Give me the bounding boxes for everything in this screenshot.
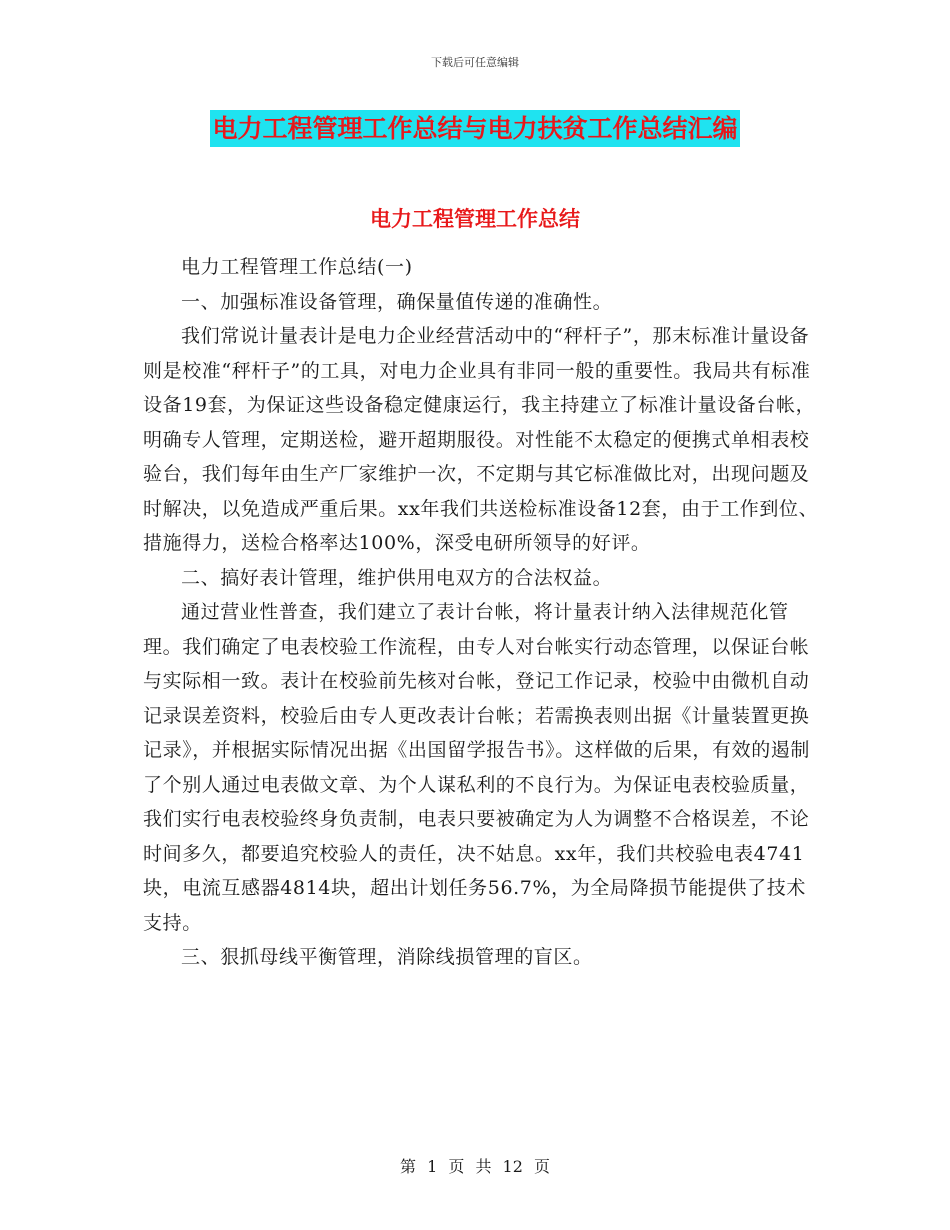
document-title-text: 电力工程管理工作总结与电力扶贫工作总结汇编 bbox=[210, 110, 739, 147]
body-paragraph-2: 通过营业性普查，我们建立了表计台帐，将计量表计纳入法律规范化管理。我们确定了电表校验工作流程，由专人对台帐实行动态管理，以保证台帐与实际相一致。表计在校验前先核对台帐，登记工作记录，校验中由微机自动记录误差资料，校验后由专人更改表计台帐；若需换表则出据《计量装置更换记录》，并根据实际情况出据《出国留学报告书》。这样做的后果，有效的遏制了个别人通过电表做文章、为个人谋私利的不良行为。为保证电表校验质量，我们实行电表校验终身负责制，电表只要被确定为人为调整不合格误差，不论时间多久，都要追究校验人的责任，决不姑息。xx年，我们共校验电表4741块，电流互感器4814块，超出计划任务56.7%，为全局降损节能提供了技术支持。 bbox=[143, 601, 811, 934]
heading-paragraph-2: 二、搞好表计管理，维护供用电双方的合法权益。 bbox=[181, 566, 613, 589]
page-footer: 第 1 页 共 12 页 bbox=[400, 1157, 550, 1176]
document-body bbox=[143, 250, 821, 975]
header-note: 下载后可任意编辑 bbox=[431, 56, 519, 69]
heading-paragraph-1: 一、加强标准设备管理，确保量值传递的准确性。 bbox=[181, 290, 613, 313]
subtitle-paragraph: 电力工程管理工作总结(一) bbox=[181, 256, 413, 278]
document-title bbox=[0, 110, 950, 147]
body-paragraph-1: 我们常说计量表计是电力企业经营活动中的“秤杆子”，那末标准计量设备则是校准“秤杆子”的工具，对电力企业具有非同一般的重要性。我局共有标准设备19套，为保证这些设备稳定健康运行，我主持建立了标准计量设备台帐，明确专人管理，定期送检，避开超期服役。对性能不太稳定的便携式单相表校验台，我们每年由生产厂家维护一次，不定期与其它标准做比对，出现问题及时解决，以免造成严重后果。xx年我们共送检标准设备12套，由于工作到位、措施得力，送检合格率达100%，深受电研所领导的好评。 bbox=[143, 325, 819, 554]
heading-paragraph-3: 三、狠抓母线平衡管理，消除线损管理的盲区。 bbox=[181, 946, 593, 968]
section-title: 电力工程管理工作总结 bbox=[370, 207, 580, 231]
